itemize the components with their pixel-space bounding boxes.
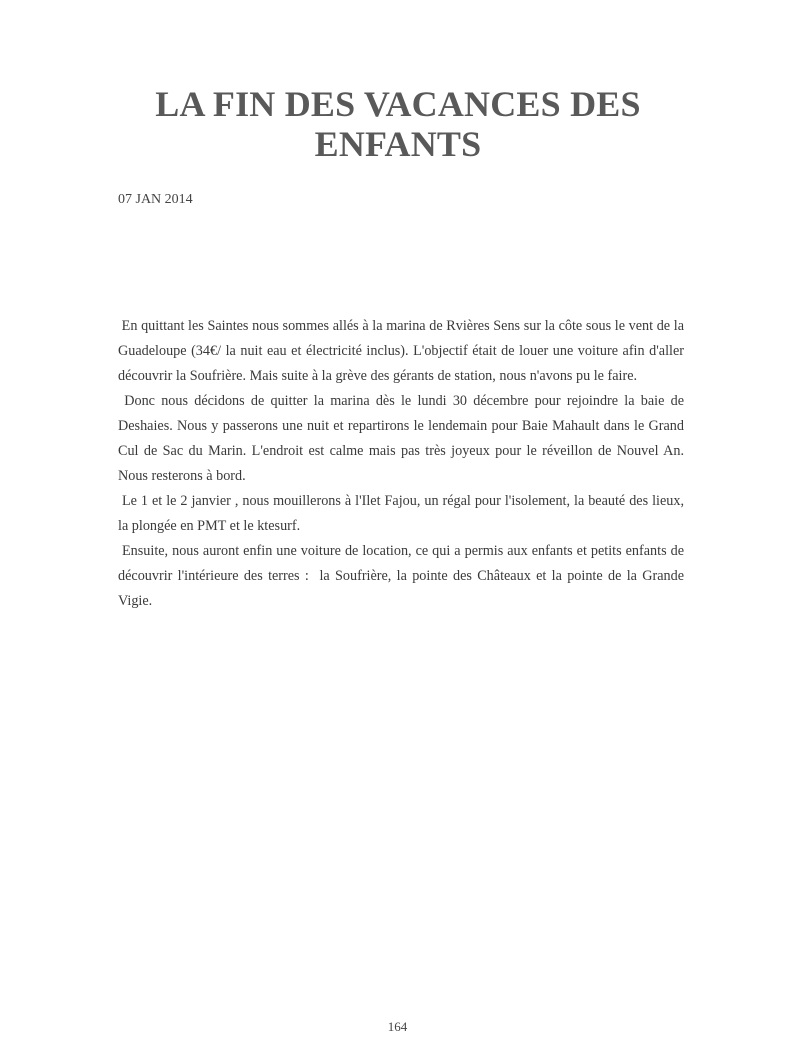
- title-line-1: LA FIN DES VACANCES DES: [155, 84, 641, 124]
- title-line-2: ENFANTS: [314, 124, 482, 164]
- page-number: 164: [387, 1019, 408, 1034]
- paragraph-location: Ensuite, nous auront enfin une voiture de location, ce qui a permis aux enfants et petits enfants de découvrir l'intérieure des terres : la Soufrière, la pointe des Châteaux et la pointe de la Grande Vigie.: [118, 543, 688, 609]
- paragraph-ilet-fajou: Le 1 et le 2 janvier , nous mouillerons à l'Ilet Fajou, un régal pour l'isolement, la beauté des lieux, la plongée en PMT et le ktesurf.: [118, 493, 688, 534]
- page-title: [118, 84, 678, 164]
- article-body: [118, 314, 692, 614]
- post-date: 07 JAN 2014: [118, 192, 193, 207]
- paragraph-deshaies: Donc nous décidons de quitter la marina dès le lundi 30 décembre pour rejoindre la baie de Deshaies. Nous y passerons une nuit et repartirons le lendemain pour Baie Mahault dans le Grand Cul de Sac du Marin. L'endroit est calme mais pas très joyeux pour le réveillon de Nouvel An. Nous resterons à bord.: [118, 393, 688, 484]
- paragraph-marina: En quittant les Saintes nous sommes allés à la marina de Rvières Sens sur la côte sous le vent de la Guadeloupe (34€/ la nuit eau et électricité inclus). L'objectif était de louer une voiture afin d'aller découvrir la Soufrière. Mais suite à la grève des gérants de station, nous n'avons pu le faire.: [118, 318, 692, 384]
